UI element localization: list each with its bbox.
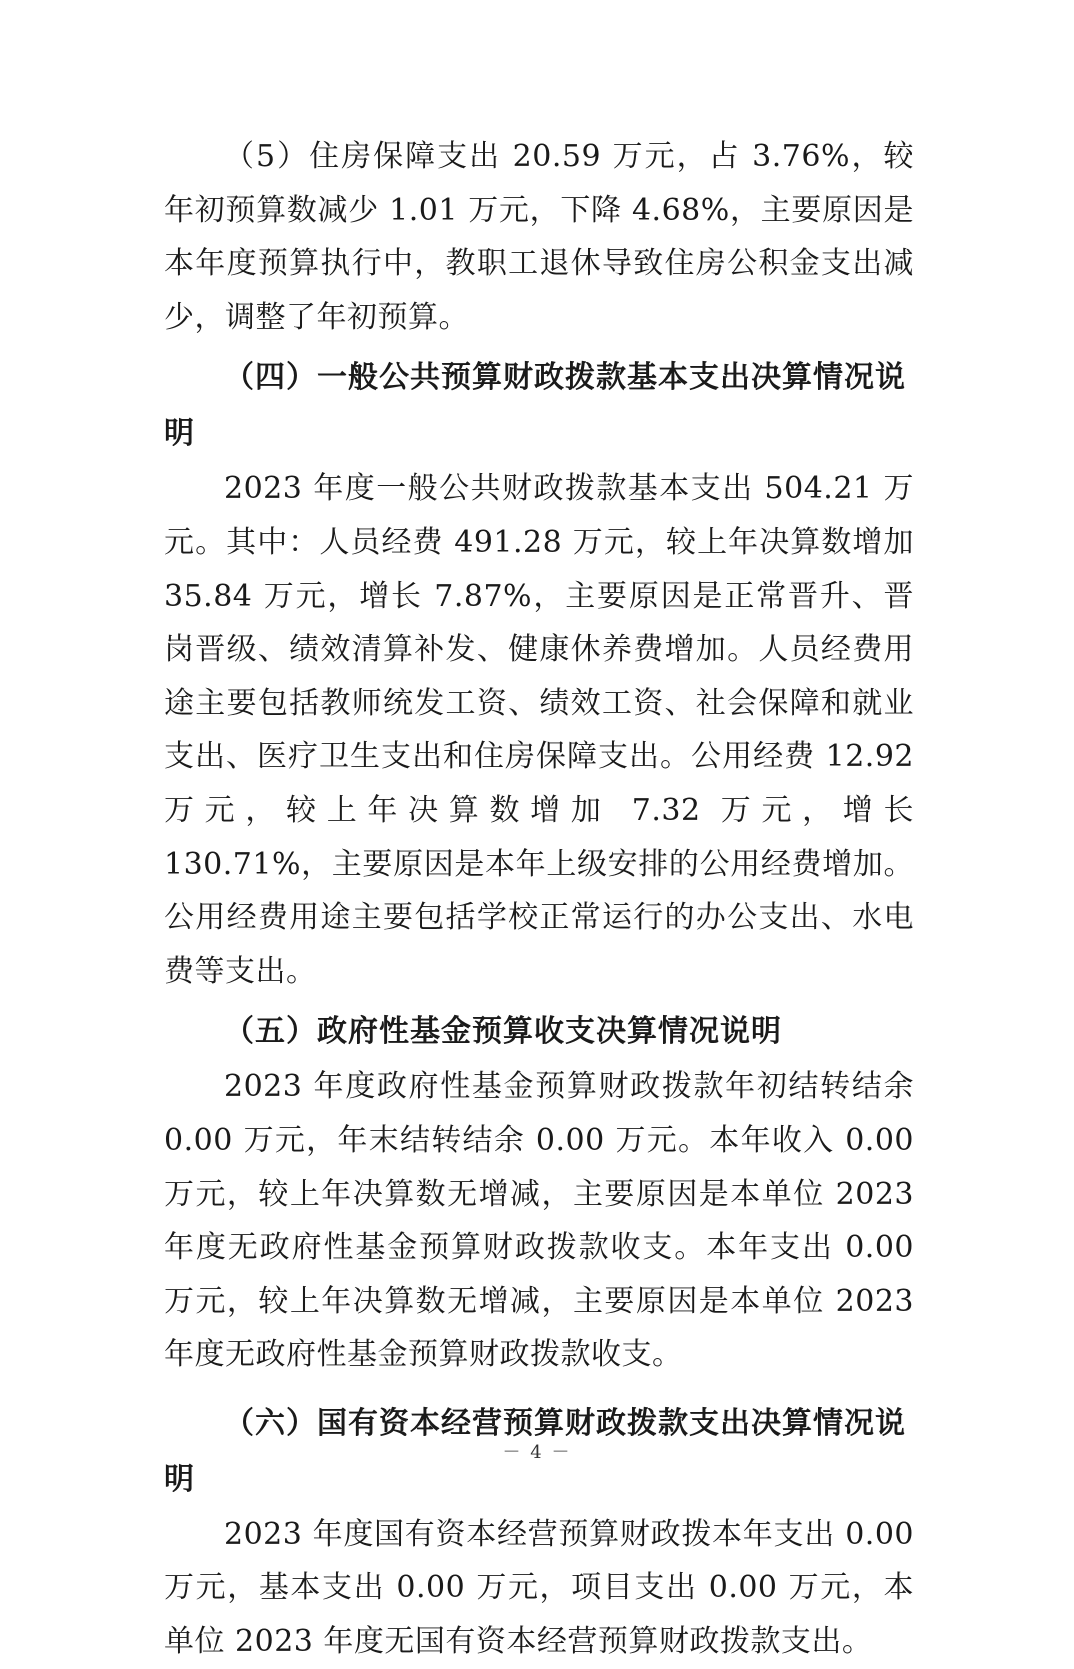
- heading-state-capital: （六）国有资本经营预算财政拨款支出决算情况说明: [164, 1405, 906, 1497]
- paragraph-state-capital: 2023 年度国有资本经营预算财政拨本年支出 0.00 万元，基本支出 0.00 万元，项目支出 0.00 万元，本单位 2023 年度无国有资本经营预算财政拨款支出。: [164, 1516, 914, 1660]
- paragraph-housing-expenditure: （5）住房保障支出 20.59 万元，占 3.76%，较年初预算数减少 1.01 万元，下降 4.68%，主要原因是本年度预算执行中，教职工退休导致住房公积金支出减少，调整了年初预算。: [164, 139, 914, 335]
- heading-government-fund: （五）政府性基金预算收支决算情况说明: [224, 1014, 782, 1050]
- heading-basic-expenditure: （四）一般公共预算财政拨款基本支出决算情况说明: [164, 360, 906, 452]
- paragraph-basic-expenditure: 2023 年度一般公共财政拨款基本支出 504.21 万元。其中：人员经费 491.28 万元，较上年决算数增加 35.84 万元，增长 7.87%，主要原因是正常晋升、晋岗晋级、绩效清算补发、健康休养费增加。人员经费用途主要包括教师统发工资、绩效工资、社会保障和就业支出、医疗卫生支出和住房保障支出。公用经费 12.92 万元，较上年决算数增加 7.32 万元，增长 130.71%，主要原因是本年上级安排的公用经费增加。公用经费用途主要包括学校正常运行的办公支出、水电费等支出。: [164, 471, 914, 989]
- paragraph-government-fund: 2023 年度政府性基金预算财政拨款年初结转结余 0.00 万元，年末结转结余 0.00 万元。本年收入 0.00 万元，较上年决算数无增减，主要原因是本单位 2023 年度无政府性基金预算财政拨款收支。本年支出 0.00 万元，较上年决算数无增减，主要原因是本单位 2023 年度无政府性基金预算财政拨款收支。: [164, 1069, 914, 1373]
- page-number: － 4 －: [502, 1442, 572, 1463]
